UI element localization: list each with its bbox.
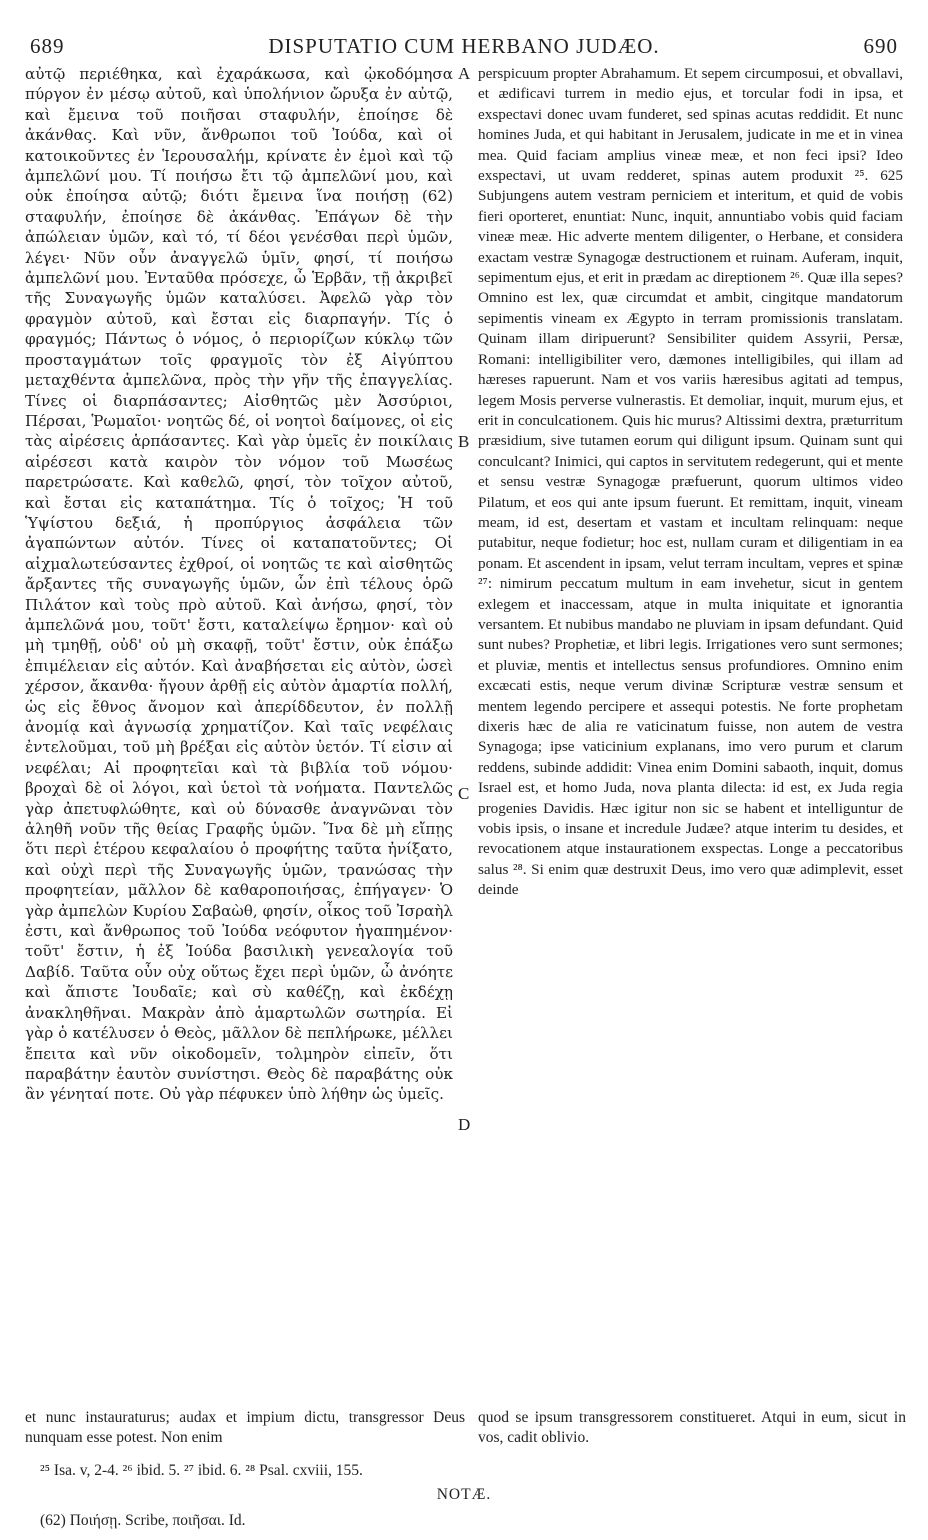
latin-column (478, 64, 903, 901)
notae-heading: NOTÆ. (436, 1486, 492, 1503)
footnotes: ²⁵ Isa. v, 2-4. ²⁶ ibid. 5. ²⁷ ibid. 6. ²⁸ Psal. cxviii, 155. (40, 1462, 363, 1479)
column-marker-d: D (458, 1115, 471, 1134)
column-marker-b: B (458, 432, 470, 451)
column-marker-c: C (458, 784, 470, 803)
column-marker-a: A (458, 64, 471, 83)
greek-column (25, 64, 453, 1105)
note-62: (62) Ποιήσῃ. Scribe, ποιῆσαι. Id. (40, 1512, 246, 1529)
bottom-left-text: et nunc instauraturus; audax et impium dictu, transgressor Deus nunquam esse potest. Non enim (25, 1409, 465, 1446)
left-page-number: 689 (30, 34, 65, 58)
latin-text: perspicuum propter Abrahamum. Et sepem circumposui, et obvallavi, et ædificavi turrem in medio ejus, et torcular fodi in ipsa, et exspectavi donec uvam funderet, sed spinas acutas reddidit. Et nunc homines Juda, et qui habitant in Jerusalem, judicate in me et in vinea mea. Quid faciam amplius vineæ meæ, et non feci ipsi? Ideo exspectavi, ut uvam redderet, spinas autem produxit ²⁵. 625 Subjungens autem vestram perniciem et interitum, et quid de vobis fieri oporteret, enuntiat: Nunc, inquit, annuntiabo vobis quid faciam vineæ meæ. Hic adverte mentem diligenter, o Herbane, et considera exactam vestræ Synagogæ destructionem et ruinam. Auferam, inquit, sepimentum ejus, et erit in prædam ac direptionem ²⁶. Quæ illa sepes? Omnino est lex, quæ circumdat et ambit, cingitque mandatorum sepimentis vineam ex Ægypto in terram promissionis translatam. Quinam illam diripuerunt? Sensibiliter quidem Assyrii, Persæ, Romani: intelligibiliter vero, dæmones intelligibiles, qui illam ad hæreses rapuerunt. Nam et vos variis hæresibus agitati ad tempus, legem Mosis perverse vulnerastis. Et demoliar, inquit, murum ejus, et erit in conculcationem. Quis hic murus? Altissimi dextra, præturritum præsidium, sive tutamen eorum qui diligunt ipsum. Quinam sunt qui conculcant? Inimici, qui captos in servitutem redegerunt, qui et mente et sensu vestræ Synagogæ præfuerunt, quorum ultimos video Pilatum, et eos qui ante ipsum fuerunt. Et remittam, inquit, vineam meam, id est, desertam et vastam et incultam relinquam: neque putabitur, neque fodietur; hoc est, nullam curam et diligentiam in ea ponam. Et ascendent in ipsam, velut terram incultam, vepres et spinæ ²⁷: nimirum peccatum multum in eam invehetur, sicut in gentem exlegem et inaccessam, atque in multa iniquitate et ignorantia versantem. Et nubibus mandabo ne pluviam in ipsam defundant. Quid sunt nubes? Prophetiæ, et libri legis. Irrigationes vero sunt sermones; et pluviæ, mentis et intellectus sensus profundiores. Omnino enim excæcati estis, neque verum divinæ Scripturæ vestræ sensum et mentem legendo percipere et assequi potestis. Ne forte prophetam dixeris hæc de alia re vaticinatum fuisse, non autem de vestra Synagoga; ipse vaticinium explanans, imo vero purum et clarum reddens, subinde addidit: Vinea enim Domini sabaoth, inquit, domus Israel est, et homo Juda, nova planta dilecta: id est, ex Juda regia progenies Davidis. Hæc igitur non sic se habent et intelliguntur de vobis ipsis, o insane et incredule Judæe? atque interim tu desides, et revocationem atque instaurationem exspectas. Longe a peccatoribus salus ²⁸. Si enim quæ destruxit Deus, imo vero quæ adimplevit, esset deinde (478, 65, 903, 899)
right-page-number: 690 (863, 34, 898, 58)
running-title: DISPUTATIO CUM HERBANO JUDÆO. (268, 34, 660, 58)
bottom-right-text: quod se ipsum transgressorem constitueret. Atqui in eum, sicut in vos, cadit oblivio. (478, 1409, 906, 1446)
running-header (30, 34, 898, 62)
greek-text: αὐτῷ περιέθηκα, καὶ ἐχαράκωσα, καὶ ᾠκοδόμησα πύργον ἐν μέσῳ αὐτοῦ, καὶ ὑπολήνιον ὤρυξα ἐν αὐτῷ, καὶ ἔμεινα τοῦ ποιῆσαι σταφυλήν, ἐποίησε δὲ ἀκάνθας. Καὶ νῦν, ἄνθρωποι τοῦ Ἰούδα, καὶ οἱ κατοικοῦντες ἐν Ἱερουσαλήμ, κρίνατε ἐν ἐμοὶ καὶ τῷ ἀμπελῶνί μου. Τί ποιήσω ἔτι τῷ ἀμπελῶνί μου, καὶ οὐκ ἐποίησα αὐτῷ; διότι ἔμεινα ἵνα ποιήσῃ (62) σταφυλήν, ἐποίησε δὲ ἀκάνθας. Ἐπάγων δὲ τὴν ἀπώλειαν ὑμῶν, καὶ τό, τί δέοι γενέσθαι περὶ ὑμῶν, λέγει· Νῦν οὖν ἀναγγελῶ ὑμῖν, φησί, τί ποιήσω ἀμπελῶνί μου. Ἐνταῦθα πρόσεχε, ὦ Ἑρβᾶν, τῇ ἀκριβεῖ τῆς Συναγωγῆς ὑμῶν καταλύσει. Ἀφελῶ γὰρ τὸν φραγμὸν αὐτοῦ, καὶ ἔσται εἰς διαρπαγήν. Τίς ὁ φραγμός; Πάντως ὁ νόμος, ὁ περιορίζων κύκλῳ τῶν προσταγμάτων τοῖς φραγμοῖς τὸν ἐξ Αἰγύπτου μεταχθέντα ἀμπελῶνα, πρὸς τὴν γῆν τῆς ἐπαγγελίας. Τίνες οἱ διαρπάσαντες; Αἰσθητῶς μὲν Ἀσσύριοι, Πέρσαι, Ῥωμαῖοι· νοητῶς δέ, οἱ νοητοὶ δαίμονες, οἱ εἰς τὰς αἱρέσεις ἁρπάσαντες. Καὶ γὰρ ὑμεῖς ἐν ποικίλαις αἱρέσεσι κατὰ καιρὸν τὸν νόμον τοῦ Μωσέως παρετρώσατε. Καὶ καθελῶ, φησί, τὸν τοῖχον αὐτοῦ, καὶ ἔσται εἰς καταπάτημα. Τίς ὁ τοῖχος; Ἡ τοῦ Ὑψίστου δεξιά, ἡ προπύργιος ἀσφάλεια τῶν ἀγαπώντων αὐτόν. Τίνες οἱ καταπατοῦντες; Οἱ αἰχμαλωτεύσαντες ἐχθροί, οἱ νοητῶς τε καὶ αἰσθητῶς ἄρξαντες τῆς συναγωγῆς ὑμῶν, ὧν ἐπὶ τέλους ὁρῶ Πιλάτον καὶ τοὺς πρὸ αὐτοῦ. Καὶ ἀνήσω, φησί, τὸν ἀμπελῶνά μου, τοῦτ' ἔστι, καταλείψω ἔρημον· καὶ οὐ μὴ τμηθῇ, οὐδ' οὐ μὴ σκαφῇ, τοῦτ' ἔστιν, οὐκ ἐπάξω ἐπιμέλειαν εἰς αὐτόν. Καὶ ἀναβήσεται εἰς αὐτὸν, ὡσεὶ χέρσον, ἄκανθα· ἤγουν ἀρθῇ εἰς αὐτὸν ἁμαρτία πολλή, ὡς εἰς ἔθνος ἄνομον καὶ ἀπερίδδευτον, ἐν πολλῇ ἀνομίᾳ καὶ ἀγνωσίᾳ χρηματίζον. Καὶ ταῖς νεφέλαις ἐντελοῦμαι, τοῦ μὴ βρέξαι εἰς αὐτὸν ὑετόν. Τί εἰσιν αἱ νεφέλαι; Αἱ προφητεῖαι καὶ τὰ βιβλία τοῦ νόμου· βροχαὶ δὲ οἱ λόγοι, καὶ ὑετοὶ τὰ νοήματα. Παντελῶς γὰρ ἀπετυφλώθητε, καὶ οὐ δύνασθε ἀναγνῶναι τὸν ἀληθῆ νοῦν τῆς θείας Γραφῆς ὑμῶν. Ἵνα δὲ μὴ εἴπῃς ὅτι περὶ ἑτέρου κεφαλαίου ὁ προφήτης ταῦτα ἠνίξατο, καὶ οὐχὶ περὶ τῆς Συναγωγῆς ὑμῶν, τρανώσας τὴν προφητείαν, μᾶλλον δὲ καθαροποιήσας, ἐπήγαγεν· Ὁ γὰρ ἀμπελὼν Κυρίου Σαβαὼθ, φησίν, οἶκος τοῦ Ἰσραὴλ ἐστι, καὶ ἄνθρωπος τοῦ Ἰούδα νεόφυτον ἠγαπημένον· τοῦτ' ἔστιν, ἡ ἐξ Ἰούδα βασιλικὴ γενεαλογία τοῦ Δαβίδ. Ταῦτα οὖν οὐχ οὕτως ἔχει περὶ ὑμῶν, ὦ ἀνόητε καὶ ἄπιστε Ἰουδαῖε; καὶ σὺ καθέζῃ, καὶ ἐκδέχῃ ἀνακληθῆναι. Μακρὰν ἀπὸ ἁμαρτωλῶν σωτηρία. Εἰ γὰρ ὁ κατέλυσεν ὁ Θεὸς, μᾶλλον δὲ πεπλήρωκε, μέλλει ἔπειτα καὶ νῦν οἰκοδομεῖν, τολμηρὸν εἰπεῖν, ὅτι παραβάτην ἑαυτὸν συνίστησι. Θεὸς δὲ παραβάτης οὐκ ἂν γένηταί ποτε. Οὐ γὰρ πέφυκεν ὑπὸ λήθην ὡς ὑμεῖς. (25, 65, 453, 1104)
